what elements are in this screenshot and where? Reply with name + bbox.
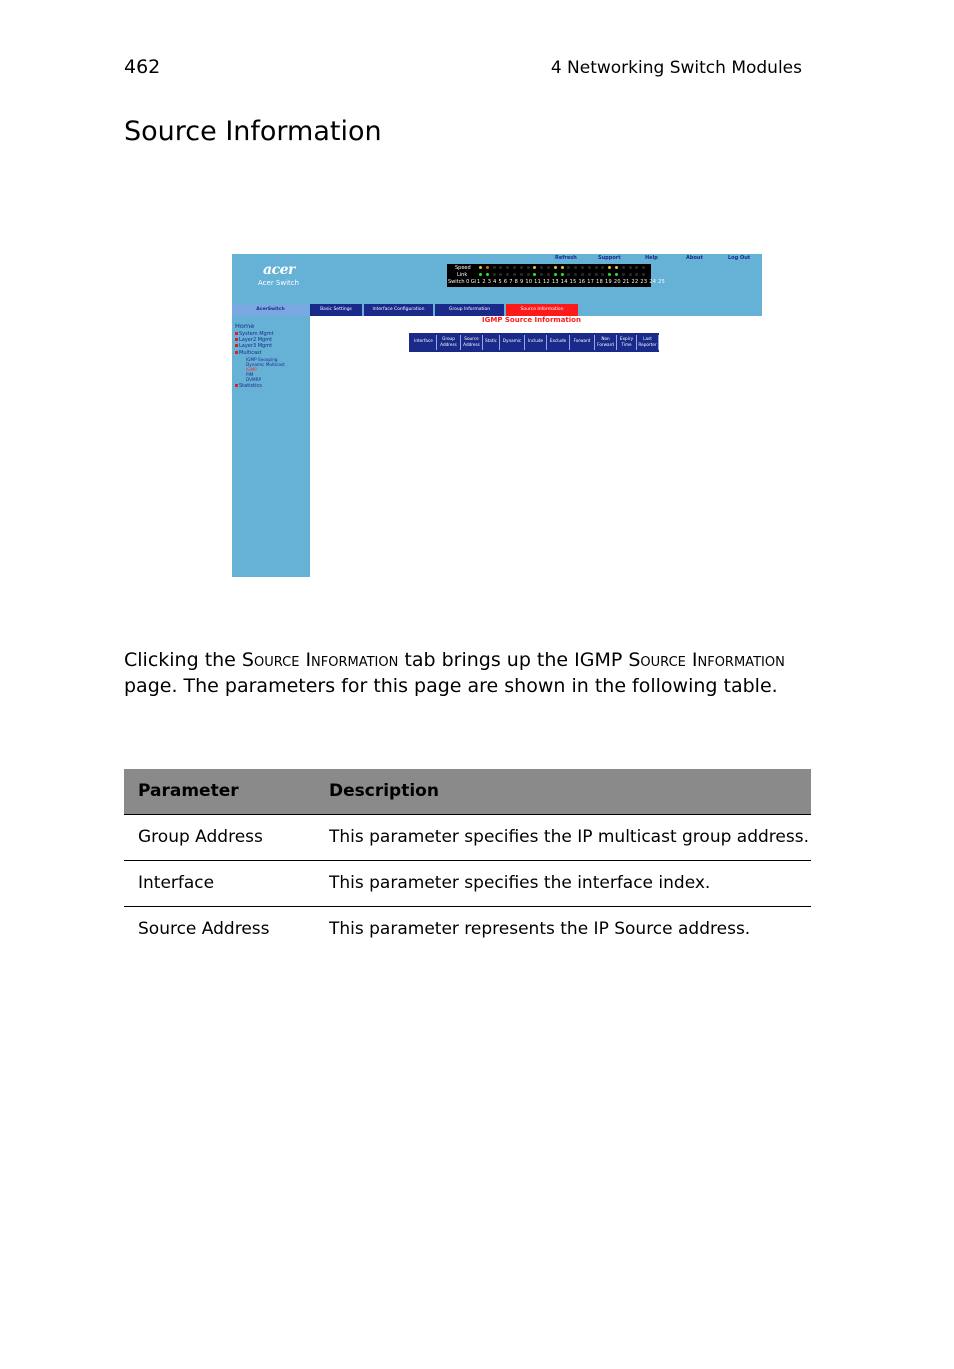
- port-led: [601, 266, 604, 269]
- mini-table-header-line: Static: [485, 338, 497, 343]
- menu-igmp[interactable]: IGMP: [246, 367, 257, 372]
- row-parameter: Interface: [138, 873, 215, 893]
- port-led: [642, 273, 645, 276]
- port-led-panel: [447, 264, 666, 287]
- header-description: Description: [329, 781, 439, 801]
- mini-table-header-line: Address: [440, 342, 457, 347]
- menu-layer3-mgmt[interactable]: Layer3 Mgmt: [239, 343, 273, 349]
- menu-system-mgmt[interactable]: System Mgmt: [239, 331, 274, 337]
- port-led: [642, 266, 645, 269]
- port-led: [527, 273, 530, 276]
- port-led: [520, 273, 523, 276]
- igmp-source-table: [409, 333, 659, 352]
- igmp-source-title: IGMP Source Information: [482, 316, 581, 324]
- mini-table-header-7: [570, 335, 595, 350]
- mini-table-header-4: [500, 335, 525, 350]
- menu-igmp-snooping[interactable]: IGMP Snooping: [246, 357, 278, 362]
- menu-multicast[interactable]: Multicast: [239, 350, 262, 356]
- port-led: [506, 273, 509, 276]
- mini-table-header-line: Time: [621, 342, 632, 347]
- about-link[interactable]: About: [686, 255, 703, 261]
- port-led: [574, 266, 577, 269]
- mini-table-header-2: [461, 335, 483, 350]
- switch-label: Switch 0 Gi: [448, 279, 477, 285]
- mini-table-header-line: Interface: [414, 338, 433, 343]
- port-led: [601, 273, 604, 276]
- help-link[interactable]: Help: [645, 255, 658, 261]
- menu-home[interactable]: Home: [235, 322, 255, 330]
- tab-basic-settings[interactable]: Basic Settings: [310, 304, 362, 316]
- port-led: [567, 266, 570, 269]
- body-paragraph: [124, 648, 804, 699]
- mini-table-header-line: Dynamic: [502, 338, 522, 343]
- tab-source-information[interactable]: Source Information: [506, 304, 578, 316]
- port-led: [615, 266, 618, 269]
- para-text-2: tab brings up the IGMP: [398, 649, 629, 671]
- port-led: [479, 273, 482, 276]
- mini-table-header-5: [525, 335, 547, 350]
- link-led-row: [479, 273, 649, 277]
- port-led: [499, 273, 502, 276]
- menu-dynamic-multicast[interactable]: Dynamic Multicast: [246, 362, 285, 367]
- port-led: [513, 273, 516, 276]
- table-row: [124, 815, 811, 861]
- para-term-source-information-2: Source Information: [628, 649, 785, 671]
- port-led: [533, 266, 536, 269]
- mini-table-header-line: Source: [464, 336, 479, 341]
- port-led: [540, 266, 543, 269]
- port-led: [608, 266, 611, 269]
- port-led: [567, 273, 570, 276]
- port-led: [581, 266, 584, 269]
- mini-table-header-10: [637, 335, 659, 350]
- row-parameter: Source Address: [138, 919, 270, 939]
- port-led: [635, 273, 638, 276]
- mini-table-header-line: Include: [527, 338, 544, 343]
- port-led: [561, 266, 564, 269]
- table-header-row: [124, 769, 811, 815]
- port-led: [581, 273, 584, 276]
- mini-table-header-line: Address: [463, 342, 480, 347]
- port-led: [588, 273, 591, 276]
- table-row: [124, 861, 811, 907]
- mini-table-header-line: Forward: [597, 342, 614, 347]
- mini-table-header-line: Last: [643, 336, 652, 341]
- mini-table-header-0: [411, 335, 437, 350]
- port-led: [486, 266, 489, 269]
- mini-table-header-line: Group: [442, 336, 455, 341]
- header-parameter: Parameter: [138, 781, 239, 801]
- logo-subtitle: Acer Switch: [258, 279, 300, 287]
- port-led: [527, 266, 530, 269]
- mini-table-header-line: Expiry: [619, 336, 634, 341]
- tab-group-information[interactable]: Group Information: [435, 304, 504, 316]
- table-row: [124, 907, 811, 952]
- port-led: [499, 266, 502, 269]
- acer-logo: acer: [263, 262, 295, 278]
- port-led: [588, 266, 591, 269]
- port-led: [595, 266, 598, 269]
- screenshot-header: [232, 254, 762, 316]
- port-led: [561, 273, 564, 276]
- port-led: [513, 266, 516, 269]
- menu-dvmrp[interactable]: DVMRP: [246, 377, 262, 382]
- port-led: [547, 266, 550, 269]
- mini-table-header-1: [437, 335, 461, 350]
- port-numbers: 1 2 3 4 5 6 7 8 9 10 11 12 13 14 15 16 17 18 19 20 21 22 23 24 25: [477, 279, 666, 285]
- speed-led-row: [479, 266, 649, 270]
- port-led: [533, 273, 536, 276]
- port-led: [486, 273, 489, 276]
- parameter-table: [124, 769, 811, 952]
- switch-ui-screenshot: [232, 254, 762, 577]
- port-led: [595, 273, 598, 276]
- port-led: [547, 273, 550, 276]
- port-led: [615, 273, 618, 276]
- speed-label: Speed: [455, 265, 471, 271]
- row-description: This parameter specifies the interface index.: [329, 873, 711, 893]
- row-description: This parameter specifies the IP multicast group address.: [329, 827, 809, 847]
- refresh-link[interactable]: Refresh: [555, 255, 577, 261]
- port-led: [554, 273, 557, 276]
- port-led: [622, 266, 625, 269]
- para-text-3: page. The parameters for this page are shown in the following table.: [124, 674, 778, 697]
- port-led: [608, 273, 611, 276]
- port-led: [622, 273, 625, 276]
- port-led: [479, 266, 482, 269]
- mini-table-header-line: Exclude: [549, 338, 567, 343]
- menu-layer2-mgmt[interactable]: Layer2 Mgmt: [239, 337, 273, 343]
- menu-pim[interactable]: PIM: [246, 372, 254, 377]
- para-text-1: Clicking the: [124, 649, 242, 671]
- mini-table-header-line: Forward: [573, 338, 591, 343]
- mini-table-header-6: [547, 335, 570, 350]
- para-term-source-information: Source Information: [241, 649, 399, 671]
- chapter-title: 4 Networking Switch Modules: [550, 58, 802, 78]
- support-link[interactable]: Support: [598, 255, 621, 261]
- port-led: [493, 266, 496, 269]
- port-led: [629, 266, 632, 269]
- mini-table-header-3: [483, 335, 500, 350]
- port-led: [574, 273, 577, 276]
- mini-table-header-9: [617, 335, 637, 350]
- port-led: [506, 266, 509, 269]
- row-parameter: Group Address: [138, 827, 263, 847]
- port-led: [554, 266, 557, 269]
- logout-link[interactable]: Log Out: [728, 255, 751, 261]
- page-number: 462: [124, 56, 161, 78]
- menu-statistics[interactable]: Statistics: [239, 383, 262, 389]
- tab-interface-configuration[interactable]: Interface Configuration: [364, 304, 433, 316]
- row-description: This parameter represents the IP Source address.: [329, 919, 751, 939]
- mini-table-header-line: Non: [601, 336, 610, 341]
- mini-table-header-8: [595, 335, 617, 350]
- link-label: Link: [457, 272, 468, 278]
- port-led: [629, 273, 632, 276]
- mini-table-header-line: Reporter: [638, 342, 657, 347]
- section-heading: Source Information: [124, 116, 382, 147]
- port-led: [635, 266, 638, 269]
- port-led: [520, 266, 523, 269]
- port-led: [493, 273, 496, 276]
- tab-acerswitch[interactable]: AcerSwitch: [232, 304, 309, 316]
- port-led: [540, 273, 543, 276]
